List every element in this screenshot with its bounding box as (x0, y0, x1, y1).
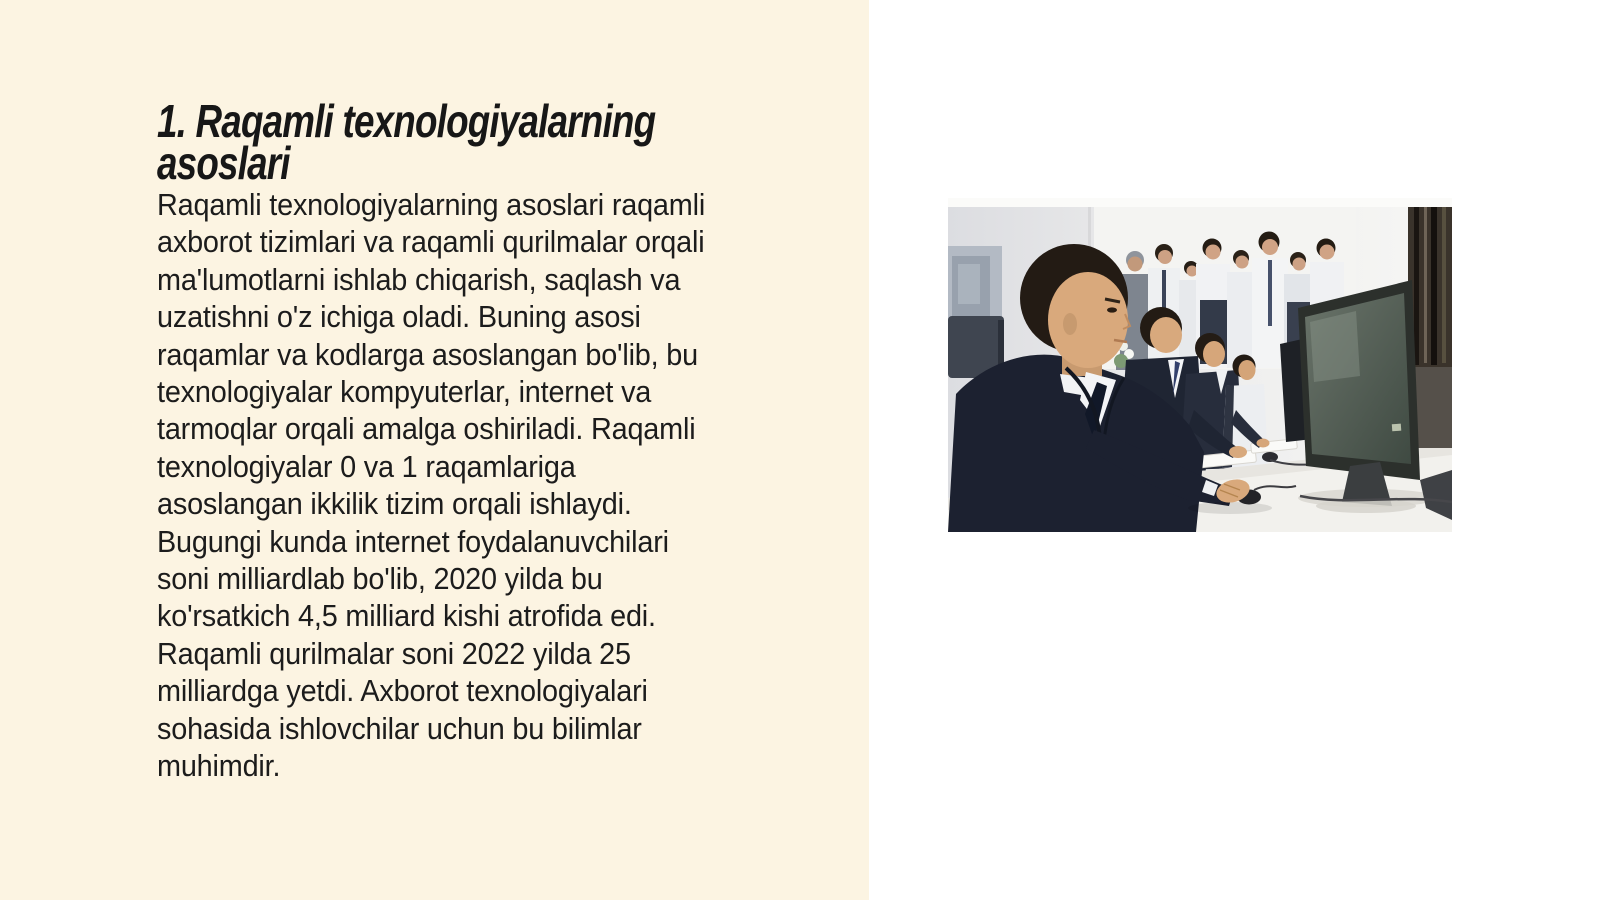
body-line: Raqamli qurilmalar soni 2022 yilda 25 (157, 635, 631, 671)
body-text (157, 186, 705, 785)
classroom-photo (948, 198, 1452, 532)
body-line: Bugungi kunda internet foydalanuvchilari (157, 523, 669, 559)
classroom-photo-illustration (948, 198, 1452, 532)
body-line: milliardga yetdi. Axborot texnologiyalari (157, 673, 648, 709)
slide-title (157, 95, 656, 189)
body-line: sohasida ishlovchilar uchun bu bilimlar (157, 710, 642, 746)
title-line: 1. Raqamli texnologiyalarning (157, 95, 656, 147)
body-line: tarmoqlar orqali amalga oshiriladi. Raqamli (157, 411, 696, 447)
body-line: Raqamli texnologiyalarning asoslari raqamli (157, 187, 706, 222)
body-line: texnologiyalar 0 va 1 raqamlariga (157, 448, 576, 484)
body-line: soni milliardlab bo'lib, 2020 yilda bu (157, 561, 603, 597)
body-line: axborot tizimlari va raqamli qurilmalar orqali (157, 224, 705, 260)
body-line: texnologiyalar kompyuterlar, internet va (157, 374, 652, 410)
window-frame-column (1408, 207, 1452, 367)
body-line: ko'rsatkich 4,5 milliard kishi atrofida edi. (157, 598, 656, 634)
body-line: muhimdir. (157, 748, 281, 784)
body-line: ma'lumotlarni ishlab chiqarish, saqlash va (157, 261, 681, 297)
body-line: raqamlar va kodlarga asoslangan bo'lib, bu (157, 336, 699, 372)
body-line: uzatishni o'z ichiga oladi. Buning asosi (157, 299, 641, 335)
title-line: asoslari (157, 137, 290, 189)
body-line: asoslangan ikkilik tizim orqali ishlaydi. (157, 486, 632, 522)
